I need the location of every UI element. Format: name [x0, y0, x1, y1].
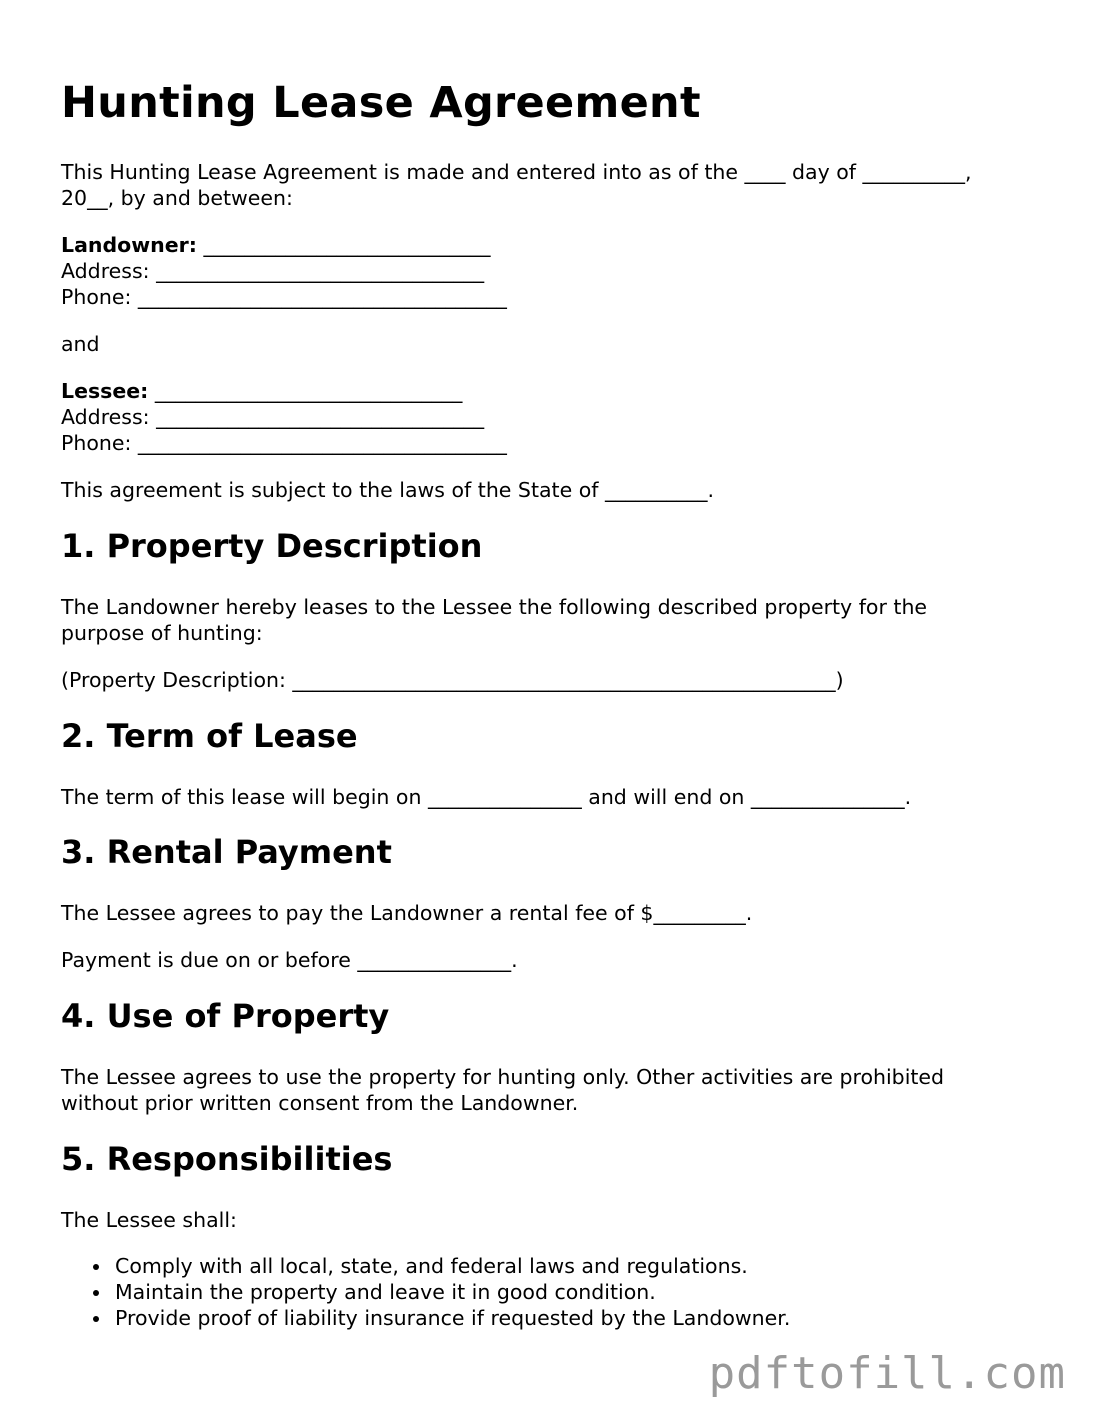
section-3-heading: 3. Rental Payment [61, 833, 392, 871]
section-5-intro: The Lessee shall: [61, 1208, 237, 1232]
list-item: Maintain the property and leave it in good condition. [61, 1279, 790, 1305]
property-description-field[interactable]: (Property Description: _____________________________________________________) [61, 668, 844, 692]
section-4-heading: 4. Use of Property [61, 997, 390, 1035]
landowner-label: Landowner: [61, 233, 197, 257]
section-2-line-1: The term of this lease will begin on _______________ and will end on _______________. [61, 785, 912, 809]
section-3-line-1: The Lessee agrees to pay the Landowner a rental fee of $_________. [61, 901, 753, 925]
governing-law: This agreement is subject to the laws of the State of __________. [61, 478, 715, 502]
section-1-heading: 1. Property Description [61, 527, 483, 565]
responsibilities-list [61, 1253, 790, 1331]
lessee-label: Lessee: [61, 379, 149, 403]
list-item: Provide proof of liability insurance if requested by the Landowner. [61, 1305, 790, 1331]
section-1-line-1: The Landowner hereby leases to the Lessee the following described property for the [61, 595, 928, 619]
lessee-blank[interactable]: ______________________________ [148, 379, 463, 403]
landowner-blank[interactable]: ____________________________ [197, 233, 491, 257]
watermark: pdftofill.com [708, 1348, 1066, 1399]
landowner-phone[interactable]: Phone: ____________________________________ [61, 285, 507, 309]
landowner-line [61, 232, 491, 258]
section-3-line-2: Payment is due on or before _______________. [61, 948, 518, 972]
list-item: Comply with all local, state, and federal laws and regulations. [61, 1253, 790, 1279]
intro-line-1: This Hunting Lease Agreement is made and entered into as of the ____ day of __________, [61, 160, 972, 184]
section-2-heading: 2. Term of Lease [61, 717, 358, 755]
section-1-line-2: purpose of hunting: [61, 621, 263, 645]
intro-line-2: 20__, by and between: [61, 186, 293, 210]
landowner-address[interactable]: Address: ________________________________ [61, 259, 485, 283]
lessee-line [61, 378, 462, 404]
document-title: Hunting Lease Agreement [61, 78, 701, 128]
section-5-heading: 5. Responsibilities [61, 1140, 393, 1178]
lessee-address[interactable]: Address: ________________________________ [61, 405, 485, 429]
lessee-phone[interactable]: Phone: ____________________________________ [61, 431, 507, 455]
section-4-line-1: The Lessee agrees to use the property for hunting only. Other activities are prohibited [61, 1065, 945, 1089]
section-4-line-2: without prior written consent from the Landowner. [61, 1091, 579, 1115]
and-text: and [61, 332, 100, 356]
